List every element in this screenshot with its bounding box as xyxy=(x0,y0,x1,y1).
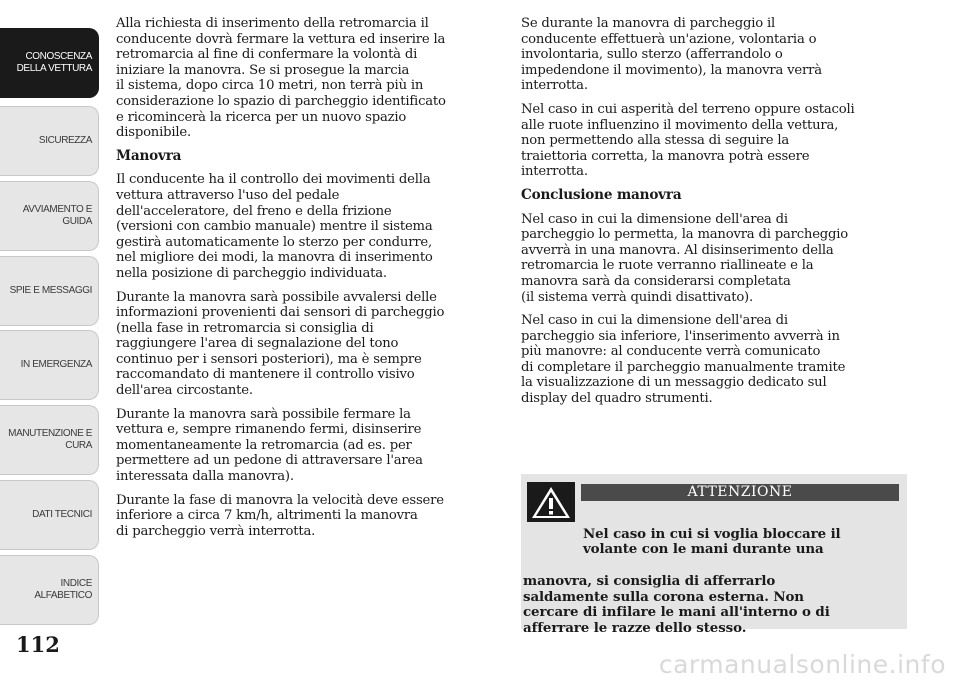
paragraph: Nel caso in cui la dimensione dell'area di parcheggio sia inferiore, l'inserimento avverrà in più manovre: al conducente verrà comunicato di completare il parcheggio manualmente tramite la visualizzazione di un messaggio dedicato sul display del quadro strumenti. xyxy=(521,313,846,407)
tab-dati-tecnici[interactable]: DATI TECNICI xyxy=(0,480,99,550)
section-heading-conclusione-manovra: Conclusione manovra xyxy=(521,186,682,203)
tab-spie-e-messaggi[interactable]: SPIE E MESSAGGI xyxy=(0,256,99,326)
page-number: 112 xyxy=(16,632,60,657)
paragraph: Nel caso in cui asperità del terreno oppure ostacoli alle ruote influenzino il movimento della vettura, non permettendo alla stessa di seguire la traiettoria corretta, la manovra potrà essere interrotta. xyxy=(521,101,855,180)
watermark: carmanualsonline.info xyxy=(658,650,946,679)
tab-indice-alfabetico[interactable]: INDICE ALFABETICO xyxy=(0,555,99,625)
tab-manutenzione-e-cura[interactable]: MANUTENZIONE E CURA xyxy=(0,405,99,475)
paragraph: Il conducente ha il controllo dei movimenti della vettura attraverso l'uso del pedale dell'acceleratore, del freno e della frizione (versioni con cambio manuale) mentre il sistema gestirà automaticamente lo sterzo per condurre, nel migliore dei modi, la manovra di inserimento nella posizione di parcheggio individuata. xyxy=(116,172,433,281)
warning-text-body: manovra, si consiglia di afferrarlo saldamente sulla corona esterna. Non cercare di infilare le mani all'interno o di afferrare le razze dello stesso. xyxy=(523,572,830,636)
tab-avviamento-e-guida[interactable]: AVVIAMENTO E GUIDA xyxy=(0,181,99,251)
paragraph: Nel caso in cui la dimensione dell'area di parcheggio lo permetta, la manovra di parcheggio avverrà in una manovra. Al disinserimento della retromarcia le ruote verranno riallineate e la manovra sarà da considerarsi completata (il sistema verrà quindi disattivato). xyxy=(521,211,849,305)
tab-sicurezza[interactable]: SICUREZZA xyxy=(0,106,99,176)
warning-box xyxy=(521,474,907,636)
paragraph: Se durante la manovra di parcheggio il conducente effettuerà un'azione, volontaria o involontaria, sullo sterzo (afferrandolo o impedendone il movimento), la manovra verrà interrotta. xyxy=(521,16,822,94)
chapter-sidebar xyxy=(0,0,101,640)
tab-in-emergenza[interactable]: IN EMERGENZA xyxy=(0,330,99,400)
paragraph: Durante la fase di manovra la velocità deve essere inferiore a circa 7 km/h, altrimenti la manovra di parcheggio verrà interrotta. xyxy=(116,492,444,539)
tab-conoscenza-della-vettura[interactable]: CONOSCENZA DELLA VETTURA xyxy=(0,28,99,98)
warning-title: ATTENZIONE xyxy=(581,484,899,501)
section-heading-manovra: Manovra xyxy=(116,147,182,164)
paragraph: Durante la manovra sarà possibile fermare la vettura e, sempre rimanendo fermi, disinserire momentaneamente la retromarcia (ad es. per permettere ad un pedone di attraversare l'area interessata dalla manovra). xyxy=(116,406,423,485)
warning-text-intro: Nel caso in cui si voglia bloccare il volante con le mani durante una xyxy=(583,525,841,558)
paragraph: Durante la manovra sarà possibile avvalersi delle informazioni provenienti dai sensori di parcheggio (nella fase in retromarcia si consiglia di raggiungere l'area di segnalazione del tono continuo per i sensori posteriori), ma è sempre raccomandato di mantenere il controllo visivo dell'area circostante. xyxy=(116,289,445,399)
paragraph: Alla richiesta di inserimento della retromarcia il conducente dovrà fermare la vettura ed inserire la retromarcia al fine di confermare la volontà di iniziare la manovra. Se si prosegue la marcia il sistema, dopo circa 10 metri, non terrà più in considerazione lo spazio di parcheggio identificato e ricomincerà la ricerca per un nuovo spazio disponibile. xyxy=(116,16,446,141)
warning-text xyxy=(521,511,901,652)
left-column xyxy=(116,16,494,547)
right-column xyxy=(521,16,909,415)
